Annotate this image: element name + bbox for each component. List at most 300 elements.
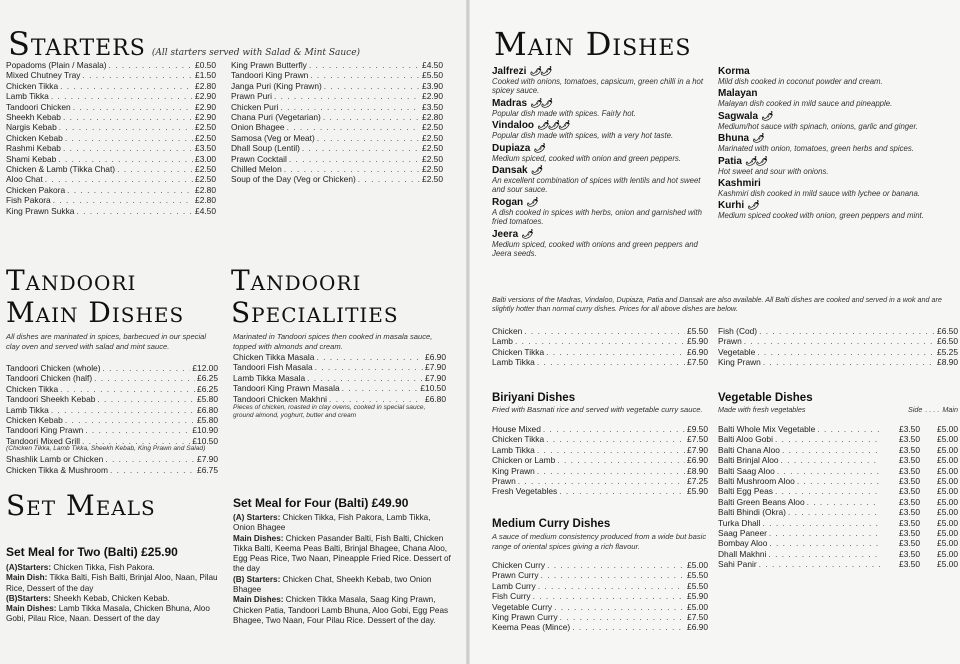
main-price: £5.00 <box>937 465 958 476</box>
item-name: King Prawn <box>718 357 761 368</box>
leader-dots <box>559 486 685 496</box>
starter-item <box>231 133 443 143</box>
item-name: Prawn <box>718 336 742 347</box>
dish-name: Kurhi <box>718 200 745 212</box>
starter-item <box>231 164 443 174</box>
leader-dots <box>533 591 685 601</box>
leader-dots <box>560 612 685 622</box>
item-price: £8.90 <box>937 357 958 368</box>
item-price: £10.90 <box>192 425 218 436</box>
dish-item <box>492 143 706 163</box>
chili-icon: 🌶 <box>533 142 544 153</box>
item-price: £5.50 <box>687 326 708 336</box>
dish-item <box>718 66 954 86</box>
leader-dots <box>97 394 195 404</box>
leader-dots <box>769 528 880 538</box>
leader-dots <box>289 154 420 164</box>
leader-dots <box>342 383 419 393</box>
leader-dots <box>274 91 420 101</box>
item-price: £10.50 <box>420 383 446 394</box>
starter-item <box>231 112 443 122</box>
main-price: £5.00 <box>937 559 958 570</box>
dish-description: An excellent combination of spices with lentils and hot sweet and sour sauce. <box>492 176 701 195</box>
leader-dots <box>768 549 880 559</box>
chili-icon: 🌶 <box>521 228 532 239</box>
item-name: Tandoori King Prawn <box>6 425 84 436</box>
item-price: £6.50 <box>937 326 958 336</box>
chili-icon: 🌶🌶 <box>529 66 551 76</box>
item-name: Balti Mushroom Aloo <box>718 476 795 487</box>
item-name: King Prawn Butterfly <box>231 60 307 70</box>
item-price: £7.90 <box>425 362 446 373</box>
item-name: Balti Brinjal Aloo <box>718 455 779 466</box>
leader-dots <box>63 112 193 122</box>
leader-dots <box>103 363 191 373</box>
medium-curry-item <box>492 591 708 601</box>
side-price: £3.50 <box>899 528 920 539</box>
vegetable-subheader: Made with fresh vegetables Side . . . . Main <box>718 405 958 414</box>
item-name: Fish Curry <box>492 591 531 602</box>
item-name: Tandoori King Prawn Masala <box>233 383 340 394</box>
leader-dots <box>53 195 193 205</box>
leader-dots <box>287 122 420 132</box>
item-name: Chicken Curry <box>492 560 546 570</box>
mixed-grill-note: (Chicken Tikka, Lamb Tikka, Sheekh Kebab, King Prawn and Salad) <box>6 445 206 453</box>
side-price: £3.50 <box>899 465 920 476</box>
side-price: £3.50 <box>899 517 920 528</box>
medium-curry-heading: Medium Curry Dishes <box>492 518 611 530</box>
item-price: £5.90 <box>687 336 708 347</box>
item-price: £6.90 <box>425 352 446 362</box>
item-price: £2.90 <box>195 112 216 123</box>
item-price: £5.00 <box>687 601 708 612</box>
leader-dots <box>518 476 685 486</box>
item-name: Fresh Vegetables <box>492 486 558 497</box>
chili-icon: 🌶 <box>526 196 537 207</box>
item-price: £3.50 <box>422 101 443 112</box>
item-price: £7.50 <box>687 434 708 445</box>
main-price: £5.00 <box>937 538 958 549</box>
tandoori-speciality-item <box>233 383 446 393</box>
biriyani-item <box>492 466 708 476</box>
main-price-item <box>718 326 958 336</box>
vegetable-item <box>718 559 958 569</box>
dish-description: Medium spiced, cooked with onion and green peppers. <box>492 153 681 163</box>
leader-dots <box>82 70 193 80</box>
item-name: Chicken Tikka <box>492 346 545 357</box>
main-price: £5.00 <box>937 507 958 518</box>
item-price: £5.90 <box>687 486 708 497</box>
leader-dots <box>537 445 685 455</box>
set-meals-heading: Set Meals <box>6 489 156 522</box>
main-price-item <box>718 347 958 357</box>
biriyani-item <box>492 486 708 496</box>
leader-dots <box>744 336 935 346</box>
item-name: Chicken Tikka Masala <box>233 352 315 362</box>
item-price: £2.90 <box>195 101 216 112</box>
item-name: Chicken Pakora <box>6 184 66 195</box>
item-name: Balti Egg Peas <box>718 486 773 497</box>
item-price: £2.80 <box>195 184 216 195</box>
vegetable-heading: Vegetable Dishes <box>718 392 813 404</box>
leader-dots <box>60 81 193 91</box>
leader-dots <box>807 497 880 507</box>
item-price: £2.50 <box>422 143 443 154</box>
dish-item <box>718 200 954 220</box>
item-name: Saag Paneer <box>718 528 767 539</box>
medium-curry-item <box>492 560 708 570</box>
vegetable-item <box>718 486 958 496</box>
vegetable-item <box>718 549 958 559</box>
item-name: Balti Whole Mix Vegetable <box>718 424 816 434</box>
item-price: £6.90 <box>687 455 708 466</box>
dish-item <box>718 178 954 198</box>
chili-icon: 🌶 <box>761 110 772 121</box>
dish-description: Marinated with onion, tomatoes, green herbs and spices. <box>718 144 914 154</box>
leader-dots <box>546 347 685 357</box>
set-meal-two-details: (A)Starters: Chicken Tikka, Fish Pakora. Main Dish: Tikka Balti, Fish Balti, Brinjal Aloo, Naan, Pilau Rice, Dessert of the day (B)Starters: Sheekh Kebab, Chicken Kebab. Main Dishes: Lamb Tikka Masala, Chicken Bhuna, Aloo Gobi, Pilau Rice, Naan. Dessert of the day <box>6 563 218 624</box>
item-name: Shashlik Lamb or Chicken <box>6 454 104 465</box>
dish-description: Medium spiced, cooked with onions and green peppers and Jeera seeds. <box>492 239 698 259</box>
dish-item <box>492 98 706 118</box>
item-name: Chana Puri (Vegetarian) <box>231 112 321 123</box>
dish-item <box>718 111 954 131</box>
item-name: King Prawn Curry <box>492 612 558 623</box>
item-price: £7.25 <box>687 476 708 487</box>
item-price: £2.50 <box>422 174 443 185</box>
starter-item <box>6 81 216 91</box>
item-price: £2.80 <box>195 195 216 206</box>
leader-dots <box>73 102 193 112</box>
starter-item <box>6 154 216 164</box>
starter-item <box>231 60 443 70</box>
vegetable-item <box>718 476 958 486</box>
item-name: Shami Kebab <box>6 153 57 164</box>
item-name: Nargis Kebab <box>6 122 57 133</box>
tandoori-speciality-item <box>233 373 446 383</box>
starter-item <box>6 70 216 80</box>
item-price: £9.50 <box>687 424 708 434</box>
starter-item <box>6 164 216 174</box>
dish-item <box>492 165 706 195</box>
item-name: Balti Aloo Gobi <box>718 434 773 445</box>
item-name: Lamb Tikka <box>492 357 535 368</box>
item-price: £5.80 <box>197 394 218 405</box>
dish-name: Rogan <box>492 196 524 208</box>
item-name: Tandoori Fish Masala <box>233 362 313 373</box>
vegetable-item <box>718 455 958 465</box>
side-price: £3.50 <box>899 424 920 434</box>
main-price-item <box>718 357 958 367</box>
leader-dots <box>302 143 420 153</box>
starters-note: (All starters served with Salad & Mint Sauce) <box>151 48 361 58</box>
vegetable-item <box>718 507 958 517</box>
leader-dots <box>63 143 193 153</box>
item-price: £6.80 <box>197 404 218 415</box>
item-name: King Prawn Sukka <box>6 205 75 216</box>
dish-description: Mild dish cooked in coconut powder and cream. <box>718 77 883 86</box>
vegetable-item <box>718 424 958 434</box>
item-price: £0.50 <box>195 60 216 70</box>
tandoori-main-item <box>6 373 218 383</box>
leader-dots <box>788 507 880 517</box>
starter-item <box>6 185 216 195</box>
tandoori-main-item <box>6 363 218 373</box>
item-price: £10.50 <box>192 435 218 446</box>
item-price: £6.90 <box>687 622 708 633</box>
leader-dots <box>109 60 193 70</box>
leader-dots <box>59 122 193 132</box>
item-name: Sahi Panir <box>718 559 757 570</box>
dish-description: Malayan dish cooked in mild sauce and pineapple. <box>718 99 893 109</box>
tandoori-speciality-item <box>233 394 446 404</box>
dish-name: Kashmiri <box>718 178 761 190</box>
item-name: Balti Chana Aloo <box>718 444 780 455</box>
dish-item <box>492 66 706 96</box>
item-name: Fish (Cod) <box>718 326 758 336</box>
item-name: King Prawn <box>492 465 535 476</box>
dish-name: Bhuna <box>718 133 750 145</box>
chili-icon: 🌶 <box>530 165 542 176</box>
item-price: £7.90 <box>197 454 218 465</box>
dish-description: Hot sweet and sour with onions. <box>718 166 829 176</box>
leader-dots <box>67 185 193 195</box>
vegetable-list <box>718 424 958 570</box>
leader-dots <box>775 434 880 444</box>
leader-dots <box>60 384 195 394</box>
starter-item <box>6 122 216 132</box>
item-name: Samosa (Veg or Meat) <box>231 132 315 143</box>
medium-curry-list <box>492 560 708 633</box>
item-name: Chicken or Lamb <box>492 455 556 466</box>
leader-dots <box>76 206 193 216</box>
side-price: £3.50 <box>899 538 920 549</box>
item-price: £4.50 <box>422 60 443 70</box>
tandoori-main-list <box>6 363 218 475</box>
item-price: £6.50 <box>937 336 958 347</box>
biriyani-list <box>492 424 708 497</box>
side-price: £3.50 <box>899 486 920 497</box>
main-dishes-right <box>718 66 954 223</box>
item-price: £2.50 <box>195 122 216 133</box>
main-price: £5.00 <box>937 434 958 445</box>
item-name: Lamb Tikka <box>6 404 49 415</box>
dish-description: Kashmiri dish cooked in mild sauce with lychee or banana. <box>718 189 920 199</box>
item-price: £2.50 <box>422 122 443 133</box>
medium-curry-note: A sauce of medium consistency produced from a wide but basic range of oriental spices giving a rich flavour. <box>492 532 707 551</box>
leader-dots <box>317 133 420 143</box>
leader-dots <box>65 415 195 425</box>
item-name: Bombay Aloo <box>718 538 768 549</box>
item-name: Keema Peas (Mince) <box>492 622 571 633</box>
side-price: £3.50 <box>899 434 920 445</box>
dish-item <box>492 229 706 259</box>
leader-dots <box>557 455 685 465</box>
item-name: Chicken Tikka <box>6 80 59 91</box>
item-name: Lamb <box>492 336 513 347</box>
item-name: Tandoori Chicken (whole) <box>6 363 101 373</box>
medium-curry-item <box>492 612 708 622</box>
leader-dots <box>515 336 685 346</box>
item-name: Chilled Melon <box>231 164 282 175</box>
dish-description: A dish cooked in spices with herbs, onion and garnished with fried tomatoes. <box>492 207 702 227</box>
medium-curry-item <box>492 622 708 632</box>
item-name: Prawn Puri <box>231 91 272 102</box>
leader-dots <box>554 602 685 612</box>
item-price: £5.80 <box>197 415 218 426</box>
main-price: £5.00 <box>937 496 958 507</box>
starter-item <box>231 70 443 80</box>
tandoori-main-item <box>6 405 218 415</box>
item-price: £5.50 <box>687 570 708 581</box>
item-name: Prawn Cocktail <box>231 153 287 164</box>
leader-dots <box>65 133 193 143</box>
leader-dots <box>51 91 193 101</box>
starter-item <box>6 133 216 143</box>
biriyani-item <box>492 434 708 444</box>
starter-item <box>6 91 216 101</box>
dish-item <box>492 120 706 140</box>
set-meal-two-title: Set Meal for Two (Balti) £25.90 <box>6 545 178 559</box>
dish-name: Jalfrezi <box>492 66 527 77</box>
set-meal-four-details: (A) Starters: Chicken Tikka, Fish Pakora, Lamb Tikka, Onion Bhagee Main Dishes: Chicken Pasander Balti, Fish Balti, Chicken Tikka Balti, Keema Peas Balti, Brinjal Bhagee, Chana Aloo, Egg Peas Rice, Two Naan, Pineapple Fried Rice. Dessert of the day (B) Starters: Chicken Chat, Sheekh Kebab, two Onion Bhagee Main Dishes: Chicken Tikka Masala, Saag King Prawn, Chicken Patia, Tandoori Lamb Bhuna, Aloo Gobi, Egg Peas Bhagee, Two Naan, Four Pilau Rice. Dessert of the day. <box>233 513 451 625</box>
biriyani-item <box>492 424 708 434</box>
side-price: £3.50 <box>899 559 920 570</box>
leader-dots <box>94 373 195 383</box>
starter-item <box>6 102 216 112</box>
item-price: £2.50 <box>195 132 216 143</box>
tandoori-main-item <box>6 394 218 404</box>
tandoori-main-note: All dishes are marinated in spices, barbecued in our special clay oven and served with salad and mint sauce. <box>6 332 207 351</box>
side-price: £3.50 <box>899 476 920 487</box>
vegetable-item <box>718 445 958 455</box>
side-label: Side <box>908 405 923 414</box>
dish-item <box>718 88 954 108</box>
main-price: £5.00 <box>937 424 958 434</box>
medium-curry-item <box>492 581 708 591</box>
leader-dots <box>775 486 880 496</box>
main-dishes-heading: Main Dishes <box>494 25 692 63</box>
main-price-item <box>492 357 708 367</box>
item-price: £5.50 <box>687 580 708 591</box>
item-price: £2.80 <box>195 80 216 91</box>
item-price: £3.00 <box>195 153 216 164</box>
leader-dots <box>572 622 685 632</box>
leader-dots <box>85 425 190 435</box>
tandoori-specialities-note: Marinated in Tandoori spices then cooked in masala sauce, topped with almonds and cream. <box>233 332 433 351</box>
item-name: Chicken Tikka & Mushroom <box>6 464 108 475</box>
main-price: £5.00 <box>937 517 958 528</box>
item-price: £2.50 <box>422 153 443 164</box>
leader-dots <box>329 394 423 404</box>
starter-item <box>231 174 443 184</box>
biriyani-item <box>492 445 708 455</box>
dish-item <box>492 197 706 227</box>
medium-curry-item <box>492 570 708 580</box>
leader-dots <box>782 445 880 455</box>
starter-item <box>231 102 443 112</box>
main-prices-right <box>718 326 958 368</box>
item-name: Fish Pakora <box>6 195 51 206</box>
menu-fold <box>466 0 470 664</box>
dish-description: Medium/hot sauce with spinach, onions, garlic and ginger. <box>718 121 918 131</box>
leader-dots <box>284 164 420 174</box>
item-price: £4.50 <box>195 205 216 216</box>
leader-dots <box>315 362 423 372</box>
dish-name: Korma <box>718 66 750 77</box>
main-price-item <box>718 336 958 346</box>
main-price-item <box>492 347 708 357</box>
item-name: Chicken Kebab <box>6 415 63 426</box>
main-price: £5.00 <box>937 476 958 487</box>
side-price: £3.50 <box>899 548 920 559</box>
main-prices-left <box>492 326 708 368</box>
item-name: Tandoori Chicken (half) <box>6 373 93 384</box>
balti-note: Balti versions of the Madras, Vindaloo, Dupiaza, Patia and Dansak are also available. All Balti dishes are cooked and served in a wok and are slightly hotter than normal curry dishes. Prices for all above dishes are below. <box>492 295 942 313</box>
item-price: £7.90 <box>425 372 446 383</box>
item-name: Balti Green Beans Aloo <box>718 496 805 507</box>
leader-dots <box>547 560 685 570</box>
item-name: Chicken Puri <box>231 101 279 112</box>
item-price: £5.50 <box>422 70 443 81</box>
leader-dots <box>769 538 880 548</box>
item-name: Chicken & Lamb (Tikka Chat) <box>6 164 116 175</box>
leader-dots <box>324 81 420 91</box>
item-price: £6.25 <box>197 383 218 394</box>
dish-name: Malayan <box>718 88 758 100</box>
set-meal-four-title: Set Meal for Four (Balti) £49.90 <box>233 496 409 510</box>
vegetable-item <box>718 466 958 476</box>
leader-dots <box>546 434 685 444</box>
biriyani-item <box>492 455 708 465</box>
tandoori-main-item <box>6 425 218 435</box>
starter-item <box>6 143 216 153</box>
item-name: Balti Bhindi (Okra) <box>718 507 786 518</box>
biriyani-heading: Biriyani Dishes <box>492 392 576 404</box>
side-price: £3.50 <box>899 455 920 466</box>
starter-item <box>6 60 216 70</box>
tandoori-main-item <box>6 384 218 394</box>
starter-item <box>231 81 443 91</box>
dish-description: Cooked with onions, tomatoes, capsicum, green chilli in a hot spicey sauce. <box>492 77 704 96</box>
item-price: £3.50 <box>195 143 216 154</box>
item-price: £3.90 <box>422 80 443 91</box>
leader-dots <box>757 347 935 357</box>
biriyani-item <box>492 476 708 486</box>
item-price: £1.50 <box>195 70 216 81</box>
starters-list-left <box>6 60 216 216</box>
item-name: Popadoms (Plain / Masala) <box>6 60 107 70</box>
item-price: £7.50 <box>687 357 708 368</box>
item-price: £12.00 <box>192 363 218 373</box>
side-price: £3.50 <box>899 496 920 507</box>
leader-dots <box>781 455 880 465</box>
main-dishes-left <box>492 66 706 260</box>
item-name: Vegetable <box>718 346 756 357</box>
chili-icon: 🌶🌶 <box>530 97 551 108</box>
item-price: £6.75 <box>197 464 218 475</box>
starter-item <box>6 174 216 184</box>
item-price: £2.50 <box>422 164 443 175</box>
main-price: £5.00 <box>937 528 958 539</box>
dish-description: Medium spiced cooked with onion, green peppers and mint. <box>718 211 924 221</box>
leader-dots <box>524 326 685 336</box>
vegetable-item <box>718 518 958 528</box>
chili-icon: 🌶 <box>747 200 758 211</box>
leader-dots <box>358 174 420 184</box>
item-price: £8.90 <box>687 465 708 476</box>
starters-list-right <box>231 60 443 185</box>
